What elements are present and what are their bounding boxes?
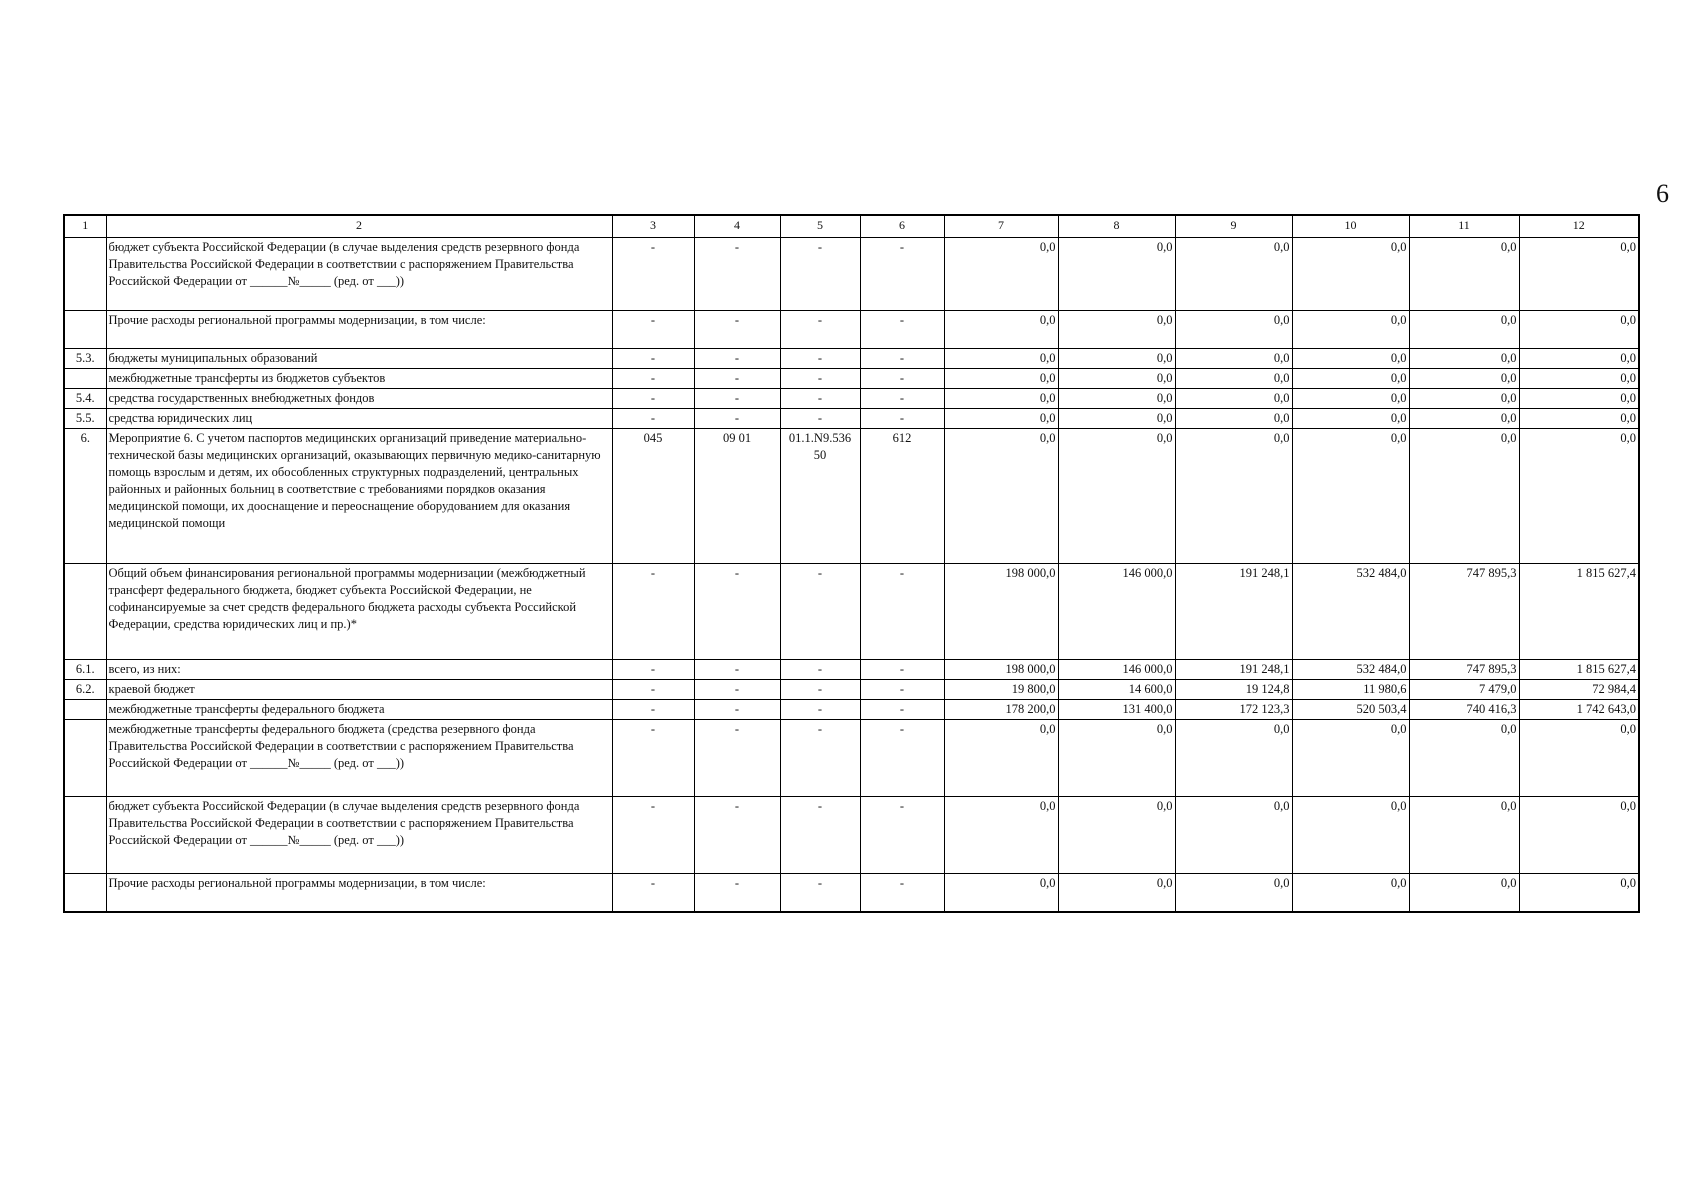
cell-col3: - — [612, 564, 694, 660]
table-row — [64, 389, 1639, 409]
cell-col12: 0,0 — [1519, 874, 1639, 912]
cell-col9: 0,0 — [1175, 311, 1292, 349]
table-row — [64, 409, 1639, 429]
cell-col10: 532 484,0 — [1292, 660, 1409, 680]
cell-col9: 0,0 — [1175, 797, 1292, 874]
cell-col11: 0,0 — [1409, 369, 1519, 389]
cell-col11: 740 416,3 — [1409, 700, 1519, 720]
cell-col7: 0,0 — [944, 409, 1058, 429]
column-number: 10 — [1292, 215, 1409, 238]
cell-col9: 0,0 — [1175, 389, 1292, 409]
cell-col4: - — [694, 700, 780, 720]
cell-col5: - — [780, 680, 860, 700]
cell-col12: 0,0 — [1519, 349, 1639, 369]
column-number: 3 — [612, 215, 694, 238]
cell-col9: 0,0 — [1175, 238, 1292, 311]
row-number: 6.1. — [64, 660, 106, 680]
cell-col8: 0,0 — [1058, 429, 1175, 564]
cell-col6: - — [860, 564, 944, 660]
cell-col5: 01.1.N9.536 50 — [780, 429, 860, 564]
table-row — [64, 720, 1639, 797]
cell-col6: - — [860, 389, 944, 409]
cell-col12: 0,0 — [1519, 797, 1639, 874]
row-description: всего, из них: — [106, 660, 612, 680]
cell-col8: 0,0 — [1058, 389, 1175, 409]
cell-col8: 14 600,0 — [1058, 680, 1175, 700]
cell-col10: 0,0 — [1292, 797, 1409, 874]
cell-col11: 7 479,0 — [1409, 680, 1519, 700]
table-row — [64, 680, 1639, 700]
cell-col4: - — [694, 874, 780, 912]
cell-col6: - — [860, 311, 944, 349]
column-number: 7 — [944, 215, 1058, 238]
row-description: Мероприятие 6. С учетом паспортов медицинских организаций приведение материально-технической базы медицинских организаций, оказывающих первичную медико-санитарную помощь взрослым и детям, их обособленных структурных подразделений, центральных районных и районных больниц в соответствие с требованиями порядков оказания медицинской помощи, их дооснащение и переоснащение оборудованием для оказания медицинской помощи — [106, 429, 612, 564]
cell-col6: 612 — [860, 429, 944, 564]
row-description: средства юридических лиц — [106, 409, 612, 429]
cell-col8: 0,0 — [1058, 874, 1175, 912]
cell-col8: 0,0 — [1058, 349, 1175, 369]
cell-col11: 0,0 — [1409, 311, 1519, 349]
cell-col4: - — [694, 680, 780, 700]
cell-col12: 0,0 — [1519, 238, 1639, 311]
cell-col4: - — [694, 660, 780, 680]
cell-col6: - — [860, 238, 944, 311]
cell-col6: - — [860, 349, 944, 369]
cell-col8: 146 000,0 — [1058, 564, 1175, 660]
row-number — [64, 238, 106, 311]
cell-col8: 0,0 — [1058, 311, 1175, 349]
column-number: 6 — [860, 215, 944, 238]
cell-col12: 1 815 627,4 — [1519, 564, 1639, 660]
cell-col3: - — [612, 409, 694, 429]
cell-col11: 0,0 — [1409, 429, 1519, 564]
cell-col11: 0,0 — [1409, 720, 1519, 797]
row-description: бюджет субъекта Российской Федерации (в случае выделения средств резервного фонда Правительства Российской Федерации в соответствии с распоряжением Правительства Российской Федерации от ______№_____ (ред. от ___)) — [106, 238, 612, 311]
cell-col10: 0,0 — [1292, 389, 1409, 409]
column-number-row — [64, 215, 1639, 238]
column-number: 4 — [694, 215, 780, 238]
row-description: Прочие расходы региональной программы модернизации, в том числе: — [106, 311, 612, 349]
column-number: 8 — [1058, 215, 1175, 238]
cell-col5: - — [780, 369, 860, 389]
cell-col9: 0,0 — [1175, 874, 1292, 912]
cell-col3: 045 — [612, 429, 694, 564]
cell-col4: - — [694, 311, 780, 349]
cell-col7: 0,0 — [944, 349, 1058, 369]
cell-col5: - — [780, 564, 860, 660]
cell-col9: 0,0 — [1175, 429, 1292, 564]
cell-col10: 0,0 — [1292, 369, 1409, 389]
row-number: 5.5. — [64, 409, 106, 429]
column-number: 5 — [780, 215, 860, 238]
cell-col5: - — [780, 349, 860, 369]
cell-col3: - — [612, 700, 694, 720]
cell-col11: 0,0 — [1409, 874, 1519, 912]
row-description: межбюджетные трансферты из бюджетов субъектов — [106, 369, 612, 389]
table-row — [64, 429, 1639, 564]
table-row — [64, 564, 1639, 660]
cell-col6: - — [860, 797, 944, 874]
cell-col10: 11 980,6 — [1292, 680, 1409, 700]
row-number — [64, 369, 106, 389]
cell-col9: 0,0 — [1175, 349, 1292, 369]
cell-col7: 0,0 — [944, 369, 1058, 389]
cell-col5: - — [780, 311, 860, 349]
cell-col10: 0,0 — [1292, 429, 1409, 564]
cell-col10: 532 484,0 — [1292, 564, 1409, 660]
cell-col4: - — [694, 797, 780, 874]
cell-col12: 0,0 — [1519, 369, 1639, 389]
cell-col8: 0,0 — [1058, 797, 1175, 874]
cell-col6: - — [860, 660, 944, 680]
row-description: Общий объем финансирования региональной программы модернизации (межбюджетный трансферт федерального бюджета, бюджет субъекта Российской Федерации, не софинансируемые за счет средств федерального бюджета расходы субъекта Российской Федерации, средства юридических лиц и пр.)* — [106, 564, 612, 660]
cell-col11: 0,0 — [1409, 349, 1519, 369]
cell-col11: 747 895,3 — [1409, 660, 1519, 680]
cell-col3: - — [612, 389, 694, 409]
cell-col3: - — [612, 369, 694, 389]
row-description: краевой бюджет — [106, 680, 612, 700]
cell-col9: 0,0 — [1175, 409, 1292, 429]
cell-col5: - — [780, 409, 860, 429]
cell-col3: - — [612, 874, 694, 912]
table-row — [64, 700, 1639, 720]
row-number — [64, 874, 106, 912]
table-row — [64, 238, 1639, 311]
cell-col5: - — [780, 797, 860, 874]
cell-col12: 0,0 — [1519, 429, 1639, 564]
cell-col12: 0,0 — [1519, 409, 1639, 429]
table-row — [64, 874, 1639, 912]
cell-col4: - — [694, 369, 780, 389]
cell-col3: - — [612, 680, 694, 700]
row-number — [64, 720, 106, 797]
cell-col12: 1 815 627,4 — [1519, 660, 1639, 680]
cell-col8: 146 000,0 — [1058, 660, 1175, 680]
cell-col3: - — [612, 660, 694, 680]
cell-col7: 0,0 — [944, 238, 1058, 311]
cell-col12: 1 742 643,0 — [1519, 700, 1639, 720]
cell-col9: 0,0 — [1175, 720, 1292, 797]
cell-col7: 0,0 — [944, 429, 1058, 564]
cell-col11: 0,0 — [1409, 389, 1519, 409]
cell-col4: - — [694, 238, 780, 311]
cell-col7: 178 200,0 — [944, 700, 1058, 720]
cell-col7: 0,0 — [944, 720, 1058, 797]
cell-col9: 0,0 — [1175, 369, 1292, 389]
cell-col4: - — [694, 564, 780, 660]
cell-col6: - — [860, 409, 944, 429]
cell-col12: 72 984,4 — [1519, 680, 1639, 700]
cell-col10: 0,0 — [1292, 874, 1409, 912]
cell-col10: 0,0 — [1292, 409, 1409, 429]
cell-col7: 0,0 — [944, 797, 1058, 874]
cell-col8: 131 400,0 — [1058, 700, 1175, 720]
cell-col6: - — [860, 720, 944, 797]
row-number: 5.3. — [64, 349, 106, 369]
cell-col10: 0,0 — [1292, 720, 1409, 797]
cell-col6: - — [860, 874, 944, 912]
table-row — [64, 311, 1639, 349]
table-row — [64, 797, 1639, 874]
cell-col6: - — [860, 700, 944, 720]
cell-col7: 0,0 — [944, 874, 1058, 912]
cell-col9: 191 248,1 — [1175, 660, 1292, 680]
cell-col7: 0,0 — [944, 311, 1058, 349]
cell-col3: - — [612, 238, 694, 311]
cell-col9: 172 123,3 — [1175, 700, 1292, 720]
cell-col4: - — [694, 389, 780, 409]
cell-col11: 0,0 — [1409, 238, 1519, 311]
cell-col11: 0,0 — [1409, 797, 1519, 874]
cell-col10: 520 503,4 — [1292, 700, 1409, 720]
row-number: 5.4. — [64, 389, 106, 409]
cell-col11: 0,0 — [1409, 409, 1519, 429]
column-number: 1 — [64, 215, 106, 238]
row-number: 6. — [64, 429, 106, 564]
row-number — [64, 311, 106, 349]
cell-col9: 19 124,8 — [1175, 680, 1292, 700]
cell-col5: - — [780, 660, 860, 680]
row-description: межбюджетные трансферты федерального бюджета — [106, 700, 612, 720]
cell-col3: - — [612, 349, 694, 369]
column-number: 2 — [106, 215, 612, 238]
cell-col10: 0,0 — [1292, 311, 1409, 349]
cell-col8: 0,0 — [1058, 369, 1175, 389]
cell-col4: - — [694, 720, 780, 797]
budget-table — [63, 214, 1640, 913]
cell-col4: - — [694, 349, 780, 369]
page-number: 6 — [1656, 179, 1669, 208]
cell-col7: 0,0 — [944, 389, 1058, 409]
cell-col10: 0,0 — [1292, 238, 1409, 311]
row-number — [64, 797, 106, 874]
cell-col3: - — [612, 797, 694, 874]
cell-col5: - — [780, 238, 860, 311]
column-number: 11 — [1409, 215, 1519, 238]
cell-col6: - — [860, 680, 944, 700]
cell-col12: 0,0 — [1519, 389, 1639, 409]
cell-col5: - — [780, 874, 860, 912]
cell-col5: - — [780, 389, 860, 409]
row-description: Прочие расходы региональной программы модернизации, в том числе: — [106, 874, 612, 912]
row-number — [64, 700, 106, 720]
cell-col3: - — [612, 720, 694, 797]
cell-col8: 0,0 — [1058, 720, 1175, 797]
cell-col11: 747 895,3 — [1409, 564, 1519, 660]
row-description: средства государственных внебюджетных фондов — [106, 389, 612, 409]
cell-col7: 19 800,0 — [944, 680, 1058, 700]
cell-col5: - — [780, 700, 860, 720]
cell-col7: 198 000,0 — [944, 660, 1058, 680]
row-description: межбюджетные трансферты федерального бюджета (средства резервного фонда Правительства Российской Федерации в соответствии с распоряжением Правительства Российской Федерации от ______№_____ (ред. от ___)) — [106, 720, 612, 797]
cell-col9: 191 248,1 — [1175, 564, 1292, 660]
table-row — [64, 660, 1639, 680]
cell-col6: - — [860, 369, 944, 389]
cell-col4: 09 01 — [694, 429, 780, 564]
column-number: 9 — [1175, 215, 1292, 238]
row-number: 6.2. — [64, 680, 106, 700]
cell-col3: - — [612, 311, 694, 349]
cell-col10: 0,0 — [1292, 349, 1409, 369]
cell-col8: 0,0 — [1058, 409, 1175, 429]
row-description: бюджеты муниципальных образований — [106, 349, 612, 369]
row-number — [64, 564, 106, 660]
cell-col12: 0,0 — [1519, 720, 1639, 797]
column-number: 12 — [1519, 215, 1639, 238]
cell-col7: 198 000,0 — [944, 564, 1058, 660]
cell-col8: 0,0 — [1058, 238, 1175, 311]
table-row — [64, 369, 1639, 389]
row-description: бюджет субъекта Российской Федерации (в случае выделения средств резервного фонда Правительства Российской Федерации в соответствии с распоряжением Правительства Российской Федерации от ______№_____ (ред. от ___)) — [106, 797, 612, 874]
cell-col5: - — [780, 720, 860, 797]
table-row — [64, 349, 1639, 369]
cell-col4: - — [694, 409, 780, 429]
cell-col12: 0,0 — [1519, 311, 1639, 349]
